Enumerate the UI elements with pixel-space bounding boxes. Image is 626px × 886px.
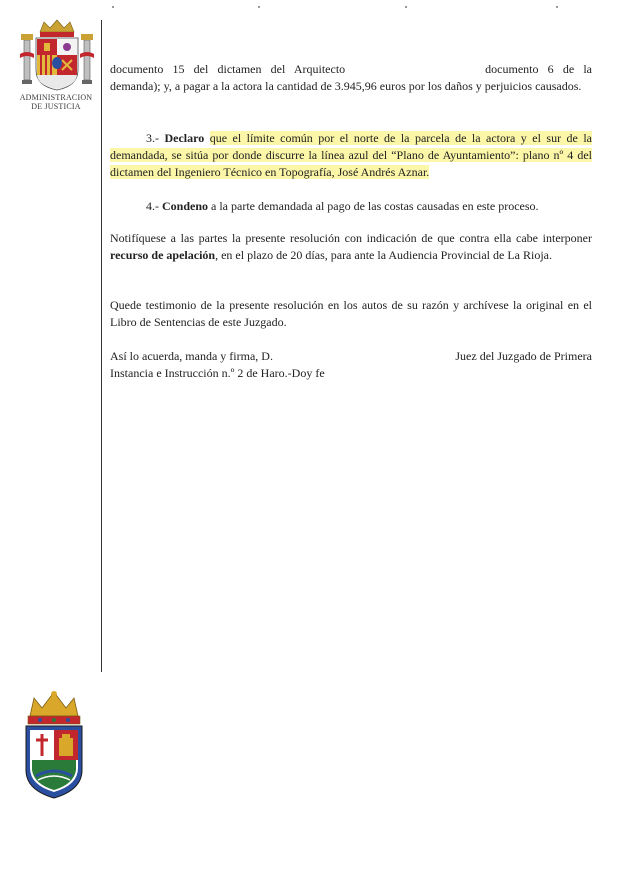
paragraph-declaro: 3.- Declaro que el límite común por el norte de la parcela de la actora y el sur de la demandada, se sitúa por donde discurre la línea azul del “Plano de Ayuntamiento”: plano nº 4 del dictamen del Ingeniero Técnico en Topografía, José Andrés Aznar. — [110, 131, 593, 179]
margin-rule — [101, 20, 102, 672]
paragraph-notificacion: Notifíquese a las partes la presente resolución con indicación de que contra ella cabe interponer recurso de apelación, en el plazo de 20 días, para ante la Audiencia Provincial de La Rioja. — [110, 231, 592, 262]
scan-mark — [405, 6, 407, 8]
paragraph-testimonio: Quede testimonio de la presente resolución en los autos de su razón y archívese la original en el Libro de Sentencias de este Juzgado. — [110, 298, 592, 329]
scan-mark — [556, 6, 558, 8]
paragraph-firma: Así lo acuerda, manda y firma, D. Juez del Juzgado de Primera Instancia e Instrucción n.º 2 de Haro.-Doy fe — [110, 349, 592, 380]
paragraph-damages: documento 15 del dictamen del Arquitecto documento 6 de la demanda); y, a pagar a la actora la cantidad de 3.945,96 euros por los daños y perjuicios causados. — [110, 62, 592, 93]
coat-of-arms-la-rioja-icon — [22, 690, 86, 800]
paragraph-condeno: 4.- Condeno a la parte demandada al pago de las costas causadas en este proceso. — [146, 199, 539, 213]
scan-mark — [258, 6, 260, 8]
scan-mark — [112, 6, 114, 8]
coat-of-arms-spain-icon — [18, 18, 96, 92]
institution-label: ADMINISTRACION DE JUSTICIA — [19, 93, 93, 111]
highlighted-text: que el límite común por el norte de la parcela de la actora y el sur de la demandada, se sitúa por donde discurre la línea azul del “Plano de Ayuntamiento”: plano nº 4 del dictamen del Ingeniero Técnico en Topografía, José Andrés Aznar. — [110, 131, 593, 179]
